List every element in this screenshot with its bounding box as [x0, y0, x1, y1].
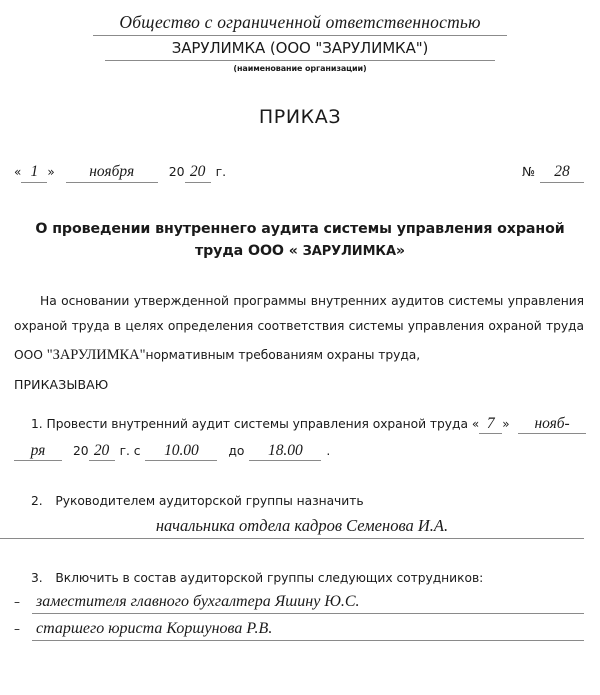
date-and-number-row — [0, 164, 600, 188]
item-1-number: 1. — [31, 416, 43, 431]
date-quote-open: « — [14, 165, 22, 180]
subject-line-2-prefix: труда ООО — [195, 243, 284, 260]
order-item-1-line-1 — [14, 416, 586, 434]
organization-caption: (наименование организации) — [233, 64, 367, 74]
organization-name: ЗАРУЛИМКА (ООО "ЗАРУЛИМКА") — [105, 40, 495, 61]
item-1-month-field-part2[interactable]: ря — [14, 443, 62, 461]
preamble-text-2: нормативным требованиям охраны труда, — [145, 348, 421, 363]
order-keyword: ПРИКАЗЫВАЮ — [14, 376, 109, 392]
document-subject — [30, 218, 570, 262]
item-3-number: 3. — [31, 570, 43, 585]
organization-name-wrap — [0, 40, 600, 61]
date-month-field[interactable]: ноября — [66, 164, 158, 182]
item-2-text: Руководителем аудиторской группы назначить — [55, 494, 364, 509]
item-1-day-field[interactable]: 7 — [479, 416, 502, 434]
document-number — [522, 164, 584, 182]
item-1-time-to-field[interactable]: 18.00 — [249, 443, 321, 461]
document-kind-title: ПРИКАЗ — [258, 106, 342, 129]
item-3-member-field[interactable]: старшего юриста Коршунова Р.В. — [32, 619, 584, 641]
item-1-year-abbreviation: г. с — [119, 443, 141, 458]
order-item-1 — [0, 416, 600, 462]
preamble-paragraph — [0, 289, 600, 371]
item-1-time-from-field[interactable]: 10.00 — [145, 443, 217, 461]
date-year-prefix: 20 — [168, 164, 185, 180]
number-field[interactable]: 28 — [540, 164, 584, 182]
item-1-text: Провести внутренний аудит системы управления охраной труда — [46, 416, 468, 431]
subject-line-1: О проведении внутреннего аудита системы управления охраной — [35, 221, 565, 238]
date-quote-close: » — [47, 165, 55, 180]
item-3-text: Включить в состав аудиторской группы следующих сотрудников: — [55, 570, 484, 585]
order-item-3 — [0, 571, 600, 585]
order-item-2 — [0, 494, 600, 508]
item-2-assignee-field[interactable]: начальника отдела кадров Семенова И.А. — [0, 516, 584, 539]
date-day-field[interactable]: 1 — [21, 164, 47, 182]
organization-header — [0, 0, 600, 73]
subject-organization: ЗАРУЛИМКА — [302, 244, 396, 260]
preamble-text-1: На основании утвержденной программы внутренних аудитов системы управления охраной труда в целях определения соответствия системы управления охраной труда ООО — [14, 293, 584, 363]
dash-bullet-icon: – — [14, 621, 20, 636]
item-1-month-field-part1[interactable]: нояб- — [518, 416, 586, 434]
item-1-period: . — [326, 443, 331, 458]
document-date — [14, 164, 226, 182]
dash-bullet-icon: – — [14, 594, 20, 609]
order-item-3-member-list — [0, 592, 600, 641]
list-item — [14, 619, 584, 641]
item-1-year-prefix: 20 — [73, 443, 89, 458]
order-item-1-line-2 — [14, 443, 586, 461]
subject-quote-close: » — [395, 243, 405, 260]
item-1-quote-close: » — [502, 416, 510, 431]
item-2-number: 2. — [31, 494, 43, 509]
subject-quote-open: « — [288, 243, 298, 260]
number-label: № — [521, 164, 535, 180]
order-item-2-fill-row — [0, 516, 600, 539]
preamble-organization: "ЗАРУЛИМКА" — [46, 347, 146, 364]
item-1-quote-open: « — [471, 416, 480, 431]
item-3-member-field[interactable]: заместителя главного бухгалтера Яшину Ю.С. — [32, 592, 584, 614]
date-year-abbreviation: г. — [215, 164, 227, 180]
date-year-field[interactable]: 20 — [185, 164, 211, 182]
organization-legal-form: Общество с ограниченной ответственностью — [93, 12, 507, 36]
item-1-to-label: до — [228, 443, 245, 458]
list-item — [14, 592, 584, 614]
item-1-year-field[interactable]: 20 — [89, 443, 115, 461]
